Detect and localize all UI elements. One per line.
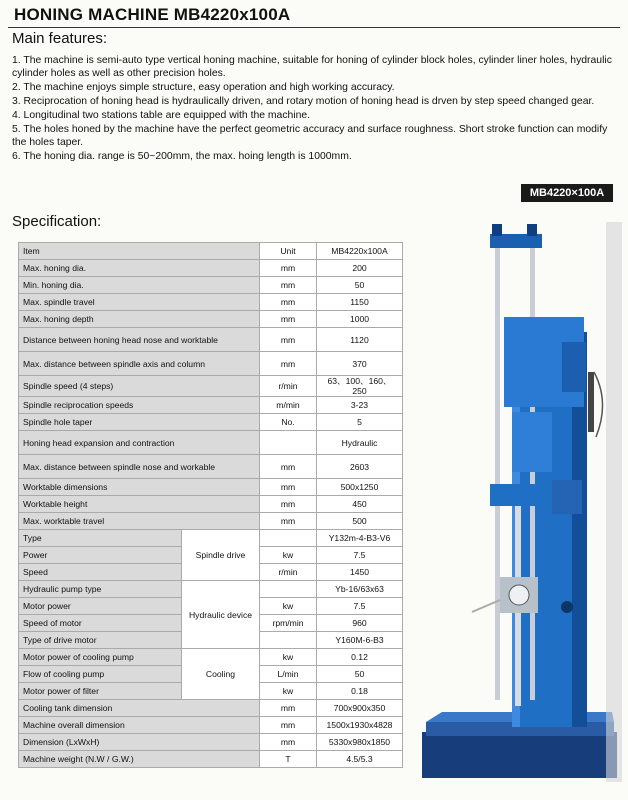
top-crosshead <box>490 234 542 248</box>
header-value: MB4220x100A <box>317 243 403 260</box>
row-unit: mm <box>260 260 317 277</box>
row-unit: mm <box>260 277 317 294</box>
row-item: Spindle hole taper <box>19 414 260 431</box>
row-item: Min. honing dia. <box>19 277 260 294</box>
row-value: 1000 <box>317 311 403 328</box>
table-row <box>19 376 403 397</box>
group-spindle-drive: Spindle drive <box>182 530 260 581</box>
row-item: Max. honing depth <box>19 311 260 328</box>
row-value: 1150 <box>317 294 403 311</box>
row-value: 3-23 <box>317 397 403 414</box>
table-row <box>19 260 403 277</box>
model-badge: MB4220×100A <box>521 184 613 202</box>
row-unit: mm <box>260 513 317 530</box>
table-row <box>19 294 403 311</box>
row-value: 200 <box>317 260 403 277</box>
table-row <box>19 352 403 376</box>
row-item: Cooling tank dimension <box>19 700 260 717</box>
header-unit: Unit <box>260 243 317 260</box>
table-row <box>19 414 403 431</box>
row-value: 4.5/5.3 <box>317 751 403 768</box>
row-unit: rpm/min <box>260 615 317 632</box>
features-list <box>12 54 624 164</box>
row-value: 450 <box>317 496 403 513</box>
table-row <box>19 311 403 328</box>
honing-machine-illustration <box>412 222 622 782</box>
table-row <box>19 496 403 513</box>
table-row <box>19 479 403 496</box>
table-row <box>19 513 403 530</box>
table-row <box>19 431 403 455</box>
row-value: 1120 <box>317 328 403 352</box>
row-value: 960 <box>317 615 403 632</box>
table-row <box>19 455 403 479</box>
row-item: Speed of motor <box>19 615 182 632</box>
table-row <box>19 328 403 352</box>
row-item: Max. worktable travel <box>19 513 260 530</box>
row-item: Honing head expansion and contraction <box>19 431 260 455</box>
feature-item: 2. The machine enjoys simple structure, easy operation and high working accuracy. <box>12 82 395 93</box>
guide-rod-left <box>495 230 500 700</box>
row-unit <box>260 581 317 598</box>
row-item: Type <box>19 530 182 547</box>
table-row <box>19 277 403 294</box>
table-row <box>19 397 403 414</box>
row-item: Motor power of filter <box>19 683 182 700</box>
row-value: 63、100、160、250 <box>317 376 403 397</box>
row-value: 500 <box>317 513 403 530</box>
table-header-row <box>19 243 403 260</box>
row-value: 370 <box>317 352 403 376</box>
row-unit: kw <box>260 649 317 666</box>
row-item: Machine weight (N.W / G.W.) <box>19 751 260 768</box>
gauge-dial-icon <box>509 585 529 605</box>
row-unit: mm <box>260 294 317 311</box>
row-unit: kw <box>260 683 317 700</box>
table-row <box>19 700 403 717</box>
row-unit: r/min <box>260 376 317 397</box>
row-unit: kw <box>260 547 317 564</box>
row-item: Motor power of cooling pump <box>19 649 182 666</box>
row-item: Hydraulic pump type <box>19 581 182 598</box>
header-item: Item <box>19 243 260 260</box>
row-unit: kw <box>260 598 317 615</box>
row-item: Spindle reciprocation speeds <box>19 397 260 414</box>
main-features-heading: Main features: <box>12 30 108 47</box>
row-item: Flow of cooling pump <box>19 666 182 683</box>
row-unit: mm <box>260 328 317 352</box>
row-unit: mm <box>260 700 317 717</box>
row-unit: mm <box>260 496 317 513</box>
row-item: Spindle speed (4 steps) <box>19 376 260 397</box>
row-value: 2603 <box>317 455 403 479</box>
row-unit <box>260 530 317 547</box>
row-unit: mm <box>260 734 317 751</box>
row-value: 7.5 <box>317 547 403 564</box>
row-unit: mm <box>260 311 317 328</box>
page-title: HONING MACHINE MB4220x100A <box>14 5 291 24</box>
row-unit: T <box>260 751 317 768</box>
row-unit: No. <box>260 414 317 431</box>
group-cooling: Cooling <box>182 649 260 700</box>
row-value: 1450 <box>317 564 403 581</box>
table-row <box>19 734 403 751</box>
row-value: 500x1250 <box>317 479 403 496</box>
row-value: Y160M-6-B3 <box>317 632 403 649</box>
row-item: Max. distance between spindle axis and column <box>19 352 260 376</box>
machine-base <box>422 732 617 778</box>
row-unit: mm <box>260 717 317 734</box>
table-row <box>19 717 403 734</box>
title-divider <box>8 27 620 28</box>
row-item: Worktable dimensions <box>19 479 260 496</box>
row-unit: mm <box>260 479 317 496</box>
row-item: Motor power <box>19 598 182 615</box>
row-value: Yb-16/63x63 <box>317 581 403 598</box>
row-item: Max. distance between spindle nose and workable <box>19 455 260 479</box>
feature-item: 3. Reciprocation of honing head is hydraulically driven, and rotary motion of honing head is drven by step speed changed gear. <box>12 96 595 107</box>
row-item: Max. honing dia. <box>19 260 260 277</box>
row-item: Type of drive motor <box>19 632 182 649</box>
row-value: 700x900x350 <box>317 700 403 717</box>
row-unit <box>260 431 317 455</box>
table-row <box>19 751 403 768</box>
row-item: Speed <box>19 564 182 581</box>
row-item: Worktable height <box>19 496 260 513</box>
row-item: Power <box>19 547 182 564</box>
row-unit <box>260 632 317 649</box>
row-unit: m/min <box>260 397 317 414</box>
row-value: 7.5 <box>317 598 403 615</box>
row-unit: mm <box>260 455 317 479</box>
feature-item: 6. The honing dia. range is 50~200mm, the max. hoing length is 1000mm. <box>12 151 352 162</box>
row-value: 50 <box>317 277 403 294</box>
feature-item: 1. The machine is semi-auto type vertical honing machine, suitable for honing of cylinder block holes, cylinder liner holes, hydraulic cylinder holes as well as other precision holes. <box>12 55 612 79</box>
row-unit: L/min <box>260 666 317 683</box>
row-value: 0.12 <box>317 649 403 666</box>
row-item: Dimension (LxWxH) <box>19 734 260 751</box>
row-value: 5 <box>317 414 403 431</box>
table-row <box>19 581 403 598</box>
honing-head-block <box>490 484 560 506</box>
feature-item: 5. The holes honed by the machine have the perfect geometric accuracy and surface roughness. Short stroke function can modify the holes taper. <box>12 124 608 148</box>
row-unit: mm <box>260 352 317 376</box>
group-hydraulic-device: Hydraulic device <box>182 581 260 649</box>
row-value: 1500x1930x4828 <box>317 717 403 734</box>
specification-table <box>18 242 403 768</box>
row-value: Y132m-4-B3-V6 <box>317 530 403 547</box>
row-value: Hydraulic <box>317 431 403 455</box>
row-item: Distance between honing head nose and worktable <box>19 328 260 352</box>
row-unit: r/min <box>260 564 317 581</box>
row-item: Max. spindle travel <box>19 294 260 311</box>
specification-heading: Specification: <box>12 213 102 230</box>
row-item: Machine overall dimension <box>19 717 260 734</box>
row-value: 5330x980x1850 <box>317 734 403 751</box>
table-row <box>19 530 403 547</box>
row-value: 50 <box>317 666 403 683</box>
feature-item: 4. Longitudinal two stations table are equipped with the machine. <box>12 110 311 121</box>
row-value: 0.18 <box>317 683 403 700</box>
table-row <box>19 649 403 666</box>
